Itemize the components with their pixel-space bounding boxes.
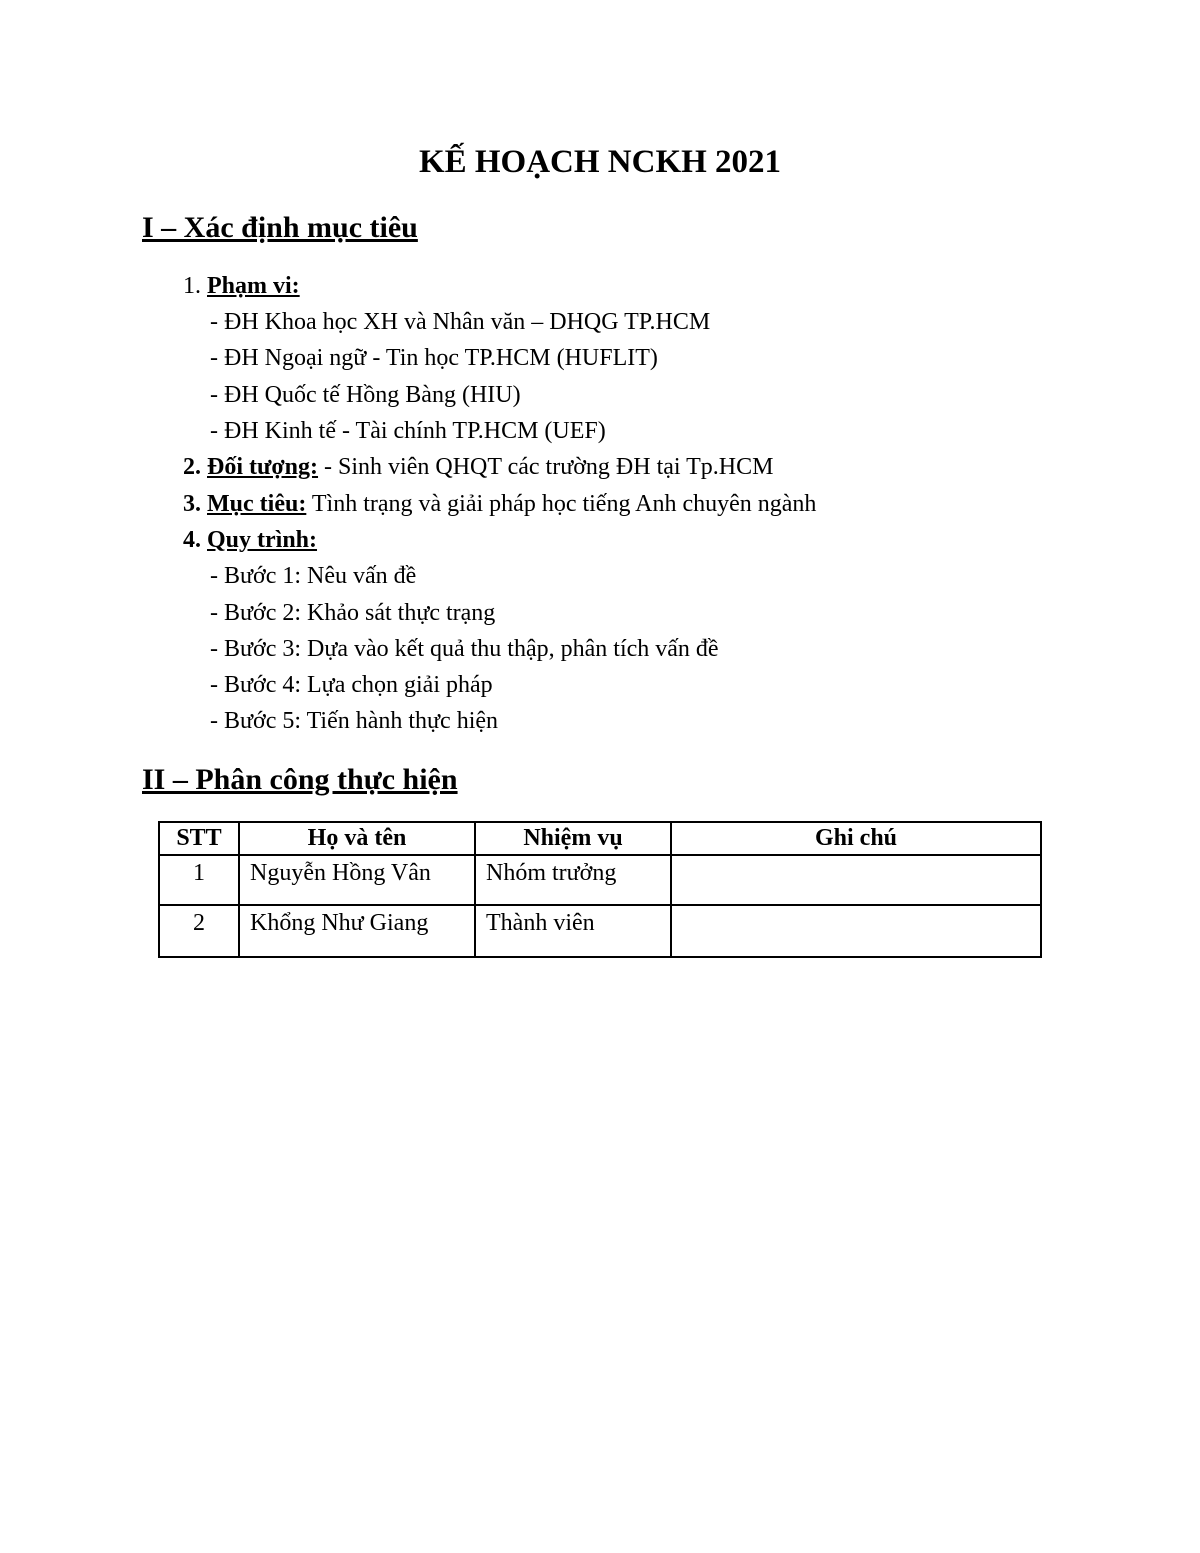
scope-item: - ĐH Quốc tế Hồng Bàng (HIU) xyxy=(210,382,521,408)
cell-stt: 1 xyxy=(159,855,239,905)
header-stt: STT xyxy=(159,822,239,855)
cell-task: Nhóm trưởng xyxy=(475,855,671,905)
scope-label: Phạm vi: xyxy=(207,273,300,299)
process-step: - Bước 5: Tiến hành thực hiện xyxy=(210,708,499,734)
subject-text: - Sinh viên QHQT các trường ĐH tại Tp.HCM xyxy=(318,454,774,480)
table-row xyxy=(159,855,1041,905)
scope-item: - ĐH Khoa học XH và Nhân văn – DHQG TP.HCM xyxy=(210,309,711,335)
header-name: Họ và tên xyxy=(239,822,475,855)
subject-number: 2. xyxy=(183,454,201,480)
table-header-row xyxy=(159,822,1041,855)
section-2-heading: II – Phân công thực hiện xyxy=(142,763,458,796)
subject-line xyxy=(183,451,773,483)
process-label: Quy trình: xyxy=(207,527,318,553)
process-step: - Bước 4: Lựa chọn giải pháp xyxy=(210,672,493,698)
process-step: - Bước 2: Khảo sát thực trạng xyxy=(210,600,496,626)
assignment-table xyxy=(158,821,1042,958)
scope-line xyxy=(183,270,300,302)
process-number: 4. xyxy=(183,527,201,553)
subject-label: Đối tượng: xyxy=(207,454,319,480)
cell-note xyxy=(671,905,1041,957)
header-note: Ghi chú xyxy=(671,822,1041,855)
document-title: KẾ HOẠCH NCKH 2021 xyxy=(418,144,782,180)
goal-number: 3. xyxy=(183,491,201,517)
cell-name: Nguyễn Hồng Vân xyxy=(239,855,475,905)
table-row xyxy=(159,905,1041,957)
goal-label: Mục tiêu: xyxy=(207,491,307,517)
cell-stt: 2 xyxy=(159,905,239,957)
section-1-heading: I – Xác định mục tiêu xyxy=(142,211,418,244)
process-step: - Bước 1: Nêu vấn đề xyxy=(210,563,417,589)
cell-task: Thành viên xyxy=(475,905,671,957)
goal-text: Tình trạng và giải pháp học tiếng Anh chuyên ngành xyxy=(306,491,817,517)
cell-note xyxy=(671,855,1041,905)
scope-number: 1. xyxy=(183,273,201,299)
cell-name: Khổng Như Giang xyxy=(239,905,475,957)
process-step: - Bước 3: Dựa vào kết quả thu thập, phân tích vấn đề xyxy=(210,636,719,662)
scope-item: - ĐH Ngoại ngữ - Tin học TP.HCM (HUFLIT) xyxy=(210,345,658,371)
process-line xyxy=(183,524,317,556)
scope-item: - ĐH Kinh tế - Tài chính TP.HCM (UEF) xyxy=(210,418,606,444)
goal-line xyxy=(183,488,816,520)
header-task: Nhiệm vụ xyxy=(475,822,671,855)
